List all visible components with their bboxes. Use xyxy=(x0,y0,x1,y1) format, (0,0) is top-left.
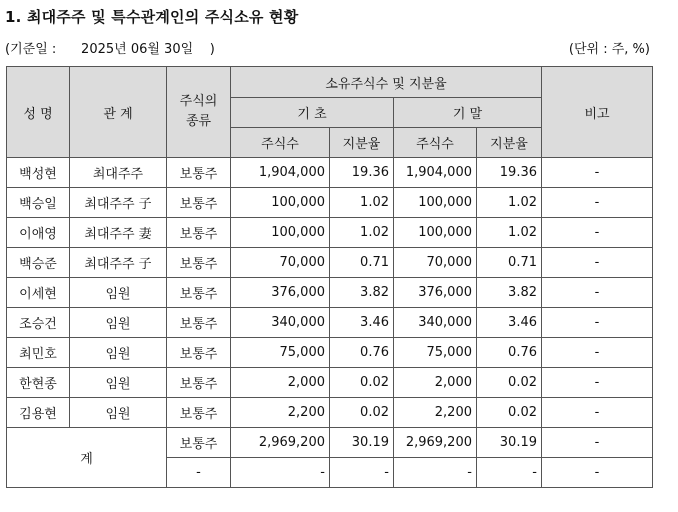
cell-begin-shares: - xyxy=(231,458,330,488)
cell-begin-shares: 2,200 xyxy=(231,398,330,428)
cell-end-ratio: 30.19 xyxy=(477,428,542,458)
cell-begin-ratio: 3.82 xyxy=(330,278,394,308)
cell-end-ratio: 19.36 xyxy=(477,158,542,188)
header-begin: 기 초 xyxy=(231,98,394,128)
cell-begin-ratio: 0.02 xyxy=(330,398,394,428)
cell-end-ratio: 3.46 xyxy=(477,308,542,338)
cell-begin-ratio: 1.02 xyxy=(330,218,394,248)
cell-relation: 최대주주 子 xyxy=(70,248,167,278)
cell-type: 보통주 xyxy=(167,428,231,458)
cell-note: - xyxy=(542,308,653,338)
cell-begin-ratio: 19.36 xyxy=(330,158,394,188)
cell-name: 김용현 xyxy=(7,398,70,428)
cell-begin-ratio: 0.02 xyxy=(330,368,394,398)
cell-end-ratio: 0.02 xyxy=(477,398,542,428)
cell-note: - xyxy=(542,188,653,218)
header-end: 기 말 xyxy=(394,98,542,128)
cell-type: - xyxy=(167,458,231,488)
cell-relation: 최대주주 xyxy=(70,158,167,188)
cell-begin-ratio: 30.19 xyxy=(330,428,394,458)
cell-note: - xyxy=(542,278,653,308)
cell-name: 이애영 xyxy=(7,218,70,248)
cell-type: 보통주 xyxy=(167,188,231,218)
cell-end-ratio: 0.02 xyxy=(477,368,542,398)
cell-end-ratio: 1.02 xyxy=(477,188,542,218)
header-relation: 관 계 xyxy=(70,67,167,158)
cell-type: 보통주 xyxy=(167,248,231,278)
cell-begin-ratio: 0.76 xyxy=(330,338,394,368)
header-begin-ratio: 지분율 xyxy=(330,128,394,158)
header-begin-shares: 주식수 xyxy=(231,128,330,158)
cell-end-shares: 100,000 xyxy=(394,188,477,218)
cell-begin-shares: 70,000 xyxy=(231,248,330,278)
cell-begin-ratio: - xyxy=(330,458,394,488)
cell-relation: 임원 xyxy=(70,278,167,308)
table-row xyxy=(7,188,653,218)
cell-type: 보통주 xyxy=(167,278,231,308)
header-stock-type: 주식의 종류 xyxy=(167,67,231,158)
cell-end-shares: 2,200 xyxy=(394,398,477,428)
cell-type: 보통주 xyxy=(167,158,231,188)
cell-relation: 최대주주 妻 xyxy=(70,218,167,248)
cell-note: - xyxy=(542,158,653,188)
cell-relation: 임원 xyxy=(70,398,167,428)
cell-end-shares: 340,000 xyxy=(394,308,477,338)
cell-end-ratio: 0.76 xyxy=(477,338,542,368)
cell-end-shares: 2,969,200 xyxy=(394,428,477,458)
cell-type: 보통주 xyxy=(167,398,231,428)
cell-end-shares: 2,000 xyxy=(394,368,477,398)
cell-name: 백성현 xyxy=(7,158,70,188)
cell-end-ratio: 0.71 xyxy=(477,248,542,278)
cell-note: - xyxy=(542,398,653,428)
cell-begin-ratio: 0.71 xyxy=(330,248,394,278)
cell-relation: 임원 xyxy=(70,338,167,368)
cell-note: - xyxy=(542,428,653,458)
cell-note: - xyxy=(542,218,653,248)
cell-note: - xyxy=(542,458,653,488)
cell-relation: 임원 xyxy=(70,368,167,398)
header-end-ratio: 지분율 xyxy=(477,128,542,158)
cell-begin-shares: 340,000 xyxy=(231,308,330,338)
cell-note: - xyxy=(542,338,653,368)
cell-begin-shares: 75,000 xyxy=(231,338,330,368)
header-name: 성 명 xyxy=(7,67,70,158)
table-row xyxy=(7,278,653,308)
table-row xyxy=(7,158,653,188)
cell-relation: 최대주주 子 xyxy=(70,188,167,218)
cell-name: 백승일 xyxy=(7,188,70,218)
cell-type: 보통주 xyxy=(167,368,231,398)
cell-relation: 임원 xyxy=(70,308,167,338)
cell-begin-shares: 1,904,000 xyxy=(231,158,330,188)
cell-begin-shares: 100,000 xyxy=(231,188,330,218)
cell-end-ratio: 1.02 xyxy=(477,218,542,248)
cell-type: 보통주 xyxy=(167,218,231,248)
cell-begin-shares: 100,000 xyxy=(231,218,330,248)
cell-end-shares: 75,000 xyxy=(394,338,477,368)
table-row xyxy=(7,248,653,278)
table-row xyxy=(7,338,653,368)
header-ownership-group: 소유주식수 및 지분율 xyxy=(231,67,542,98)
cell-end-shares: 100,000 xyxy=(394,218,477,248)
cell-begin-shares: 376,000 xyxy=(231,278,330,308)
cell-note: - xyxy=(542,248,653,278)
shareholding-table xyxy=(6,66,653,488)
cell-note: - xyxy=(542,368,653,398)
cell-end-ratio: - xyxy=(477,458,542,488)
cell-end-shares: 1,904,000 xyxy=(394,158,477,188)
cell-begin-ratio: 1.02 xyxy=(330,188,394,218)
total-row xyxy=(7,428,653,458)
section-title: 1. 최대주주 및 특수관계인의 주식소유 현황 xyxy=(5,8,299,26)
table-row xyxy=(7,398,653,428)
cell-name: 한현종 xyxy=(7,368,70,398)
cell-begin-shares: 2,969,200 xyxy=(231,428,330,458)
cell-name: 이세현 xyxy=(7,278,70,308)
table-row xyxy=(7,218,653,248)
header-note: 비고 xyxy=(542,67,653,158)
cell-end-shares: 376,000 xyxy=(394,278,477,308)
cell-end-shares: - xyxy=(394,458,477,488)
cell-name: 조승건 xyxy=(7,308,70,338)
cell-end-ratio: 3.82 xyxy=(477,278,542,308)
base-date: (기준일 : 2025년 06월 30일 ) xyxy=(5,42,215,57)
cell-name: 백승준 xyxy=(7,248,70,278)
cell-begin-ratio: 3.46 xyxy=(330,308,394,338)
cell-type: 보통주 xyxy=(167,308,231,338)
total-label: 계 xyxy=(7,428,167,488)
cell-name: 최민호 xyxy=(7,338,70,368)
table-row xyxy=(7,368,653,398)
cell-type: 보통주 xyxy=(167,338,231,368)
unit-label: (단위 : 주, %) xyxy=(568,42,650,57)
cell-end-shares: 70,000 xyxy=(394,248,477,278)
header-end-shares: 주식수 xyxy=(394,128,477,158)
table-row xyxy=(7,308,653,338)
cell-begin-shares: 2,000 xyxy=(231,368,330,398)
